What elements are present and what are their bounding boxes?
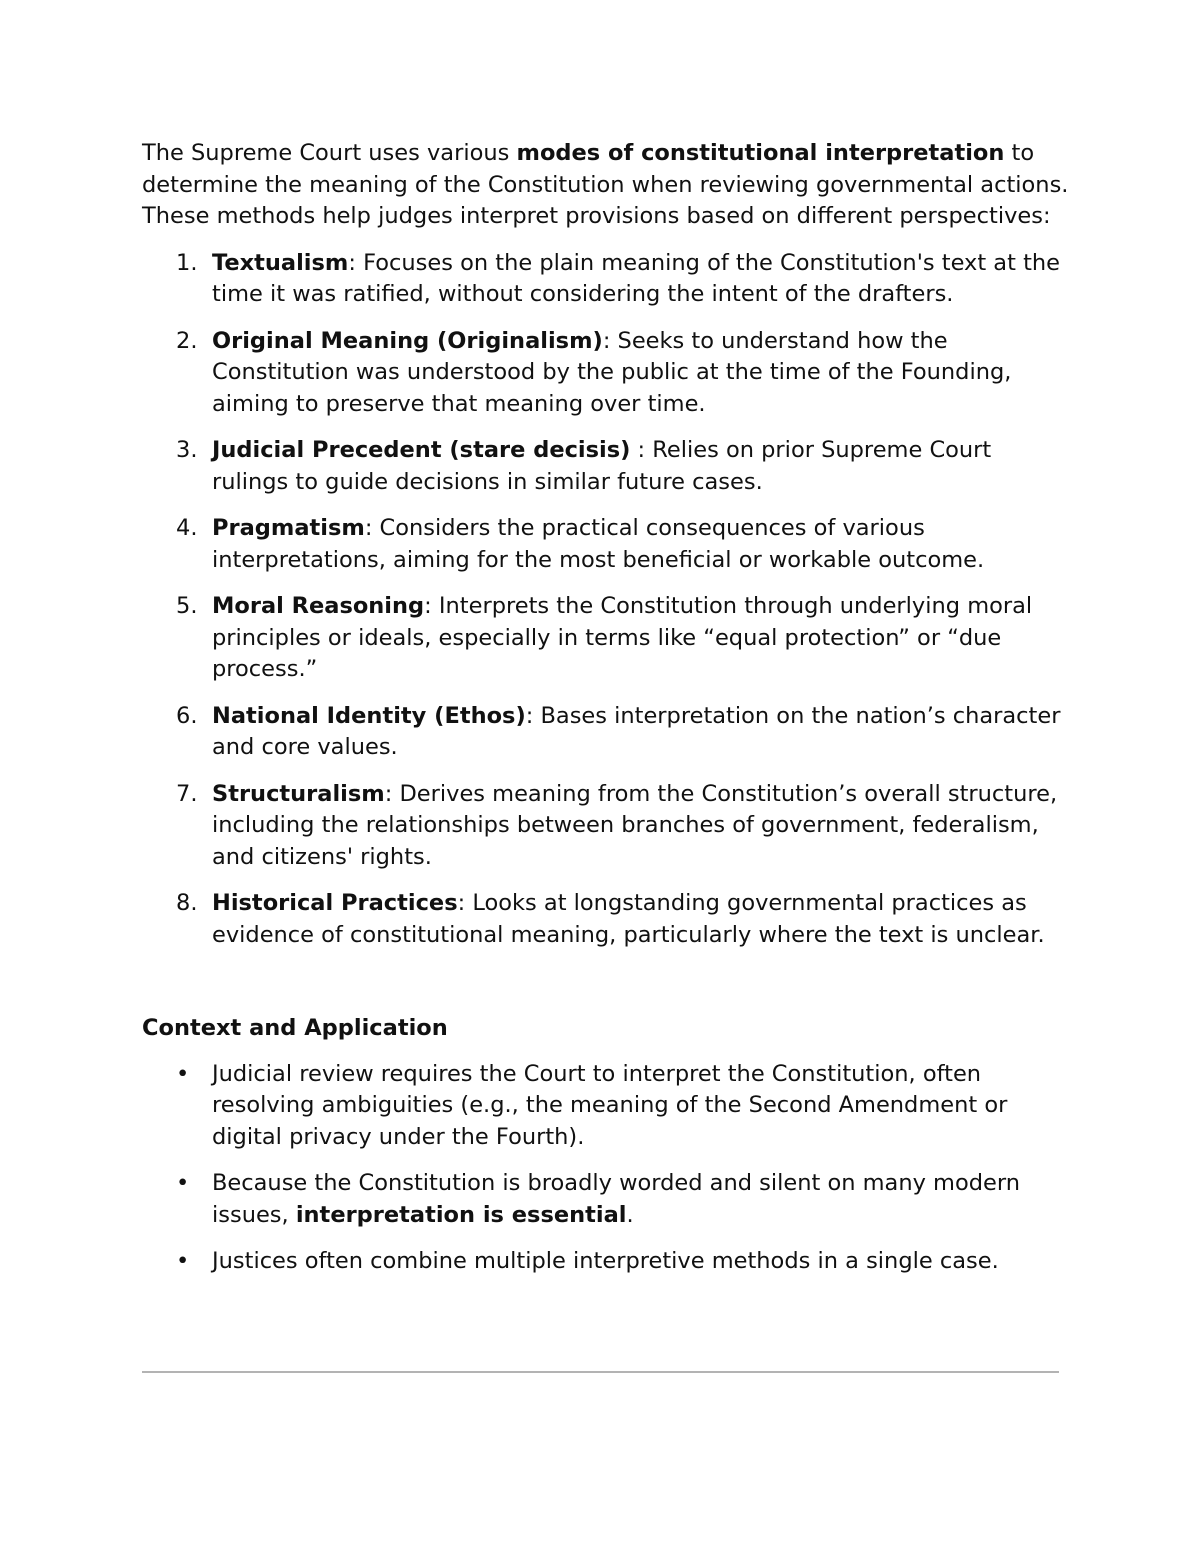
bullet-text: Because the Constitution is broadly worded and silent on many modern issues, [212, 1170, 1020, 1228]
list-item [142, 779, 1072, 874]
mode-description: : Seeks to understand how the Constitution was understood by the public at the time of the Founding, aiming to preserve that meaning over time. [212, 327, 1012, 417]
mode-term: Pragmatism [212, 515, 365, 541]
mode-term: Judicial Precedent (stare decisis) [212, 437, 631, 463]
item-number: 8. [176, 890, 198, 916]
bullet-text: Justices often combine multiple interpretive methods in a single case. [212, 1248, 999, 1274]
bullet-icon: • [176, 1248, 190, 1274]
intro-text-after: to determine the meaning of the Constitution when reviewing governmental actions. These methods help judges interpret provisions based on different perspectives: [142, 140, 1069, 229]
list-item [142, 248, 1072, 311]
list-item [142, 1246, 1072, 1278]
interpretation-modes-list [142, 248, 1072, 952]
intro-paragraph [142, 138, 1072, 233]
intro-emphasis: modes of constitutional interpretation [516, 140, 1005, 166]
mode-description: : Looks at longstanding governmental practices as evidence of constitutional meaning, particularly where the text is unclear. [212, 890, 1045, 948]
mode-term: National Identity (Ethos) [212, 702, 526, 729]
context-bullet-list [142, 1059, 1072, 1278]
list-item [142, 326, 1072, 421]
list-item [142, 888, 1072, 951]
bullet-emphasis: interpretation is essential [295, 1201, 627, 1228]
mode-description: : Relies on prior Supreme Court rulings to guide decisions in similar future cases. [212, 437, 992, 495]
mode-description: : Derives meaning from the Constitution’s overall structure, including the relationships between branches of government, federalism, and citizens' rights. [212, 780, 1058, 870]
list-item [142, 513, 1072, 576]
list-item [142, 701, 1072, 764]
mode-description: : Bases interpretation on the nation’s character and core values. [212, 702, 1061, 760]
item-number: 1. [176, 249, 198, 276]
intro-text-before: The Supreme Court uses various [142, 140, 517, 166]
document-page [142, 138, 1072, 1293]
item-number: 2. [176, 327, 198, 354]
item-number: 6. [176, 702, 198, 729]
item-number: 5. [176, 593, 198, 619]
item-number: 3. [176, 437, 198, 463]
item-number: 4. [176, 515, 198, 541]
bullet-text-end: . [626, 1201, 634, 1228]
mode-description: : Considers the practical consequences of various interpretations, aiming for the most beneficial or workable outcome. [212, 515, 985, 573]
item-number: 7. [176, 780, 198, 807]
mode-description: : Interprets the Constitution through underlying moral principles or ideals, especially in terms like “equal protection” or “due process.” [212, 593, 1033, 682]
horizontal-divider [142, 1371, 1059, 1373]
mode-term: Textualism [212, 249, 349, 276]
list-item [142, 1059, 1072, 1154]
bullet-text: Judicial review requires the Court to interpret the Constitution, often resolving ambiguities (e.g., the meaning of the Second Amendment or digital privacy under the Fourth). [212, 1060, 1008, 1150]
mode-description: : Focuses on the plain meaning of the Constitution's text at the time it was ratified, without considering the intent of the drafters. [212, 249, 1060, 307]
list-item [142, 1168, 1072, 1231]
mode-term: Structuralism [212, 780, 385, 807]
bullet-icon: • [176, 1170, 190, 1196]
bullet-icon: • [176, 1060, 190, 1087]
list-item [142, 435, 1072, 498]
list-item [142, 591, 1072, 686]
mode-term: Historical Practices [212, 890, 458, 916]
mode-term: Moral Reasoning [212, 593, 425, 619]
mode-term: Original Meaning (Originalism) [212, 327, 603, 354]
section-heading: Context and Application [142, 1015, 448, 1041]
